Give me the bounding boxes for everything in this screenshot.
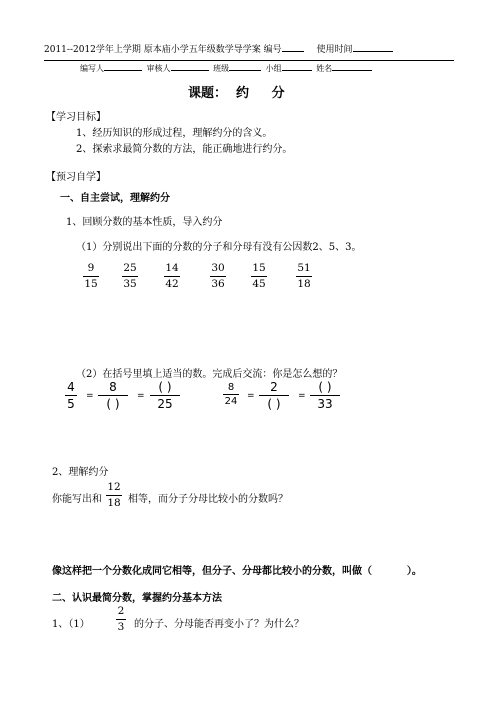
equals-sign: = — [86, 391, 94, 401]
preview-heading: 【预习自学】 — [46, 172, 106, 183]
eq2-fraction-a: 8 24 — [224, 382, 238, 407]
class-label: 班级 — [213, 64, 230, 73]
eq1-fraction-b: 8 ( ) — [96, 380, 130, 411]
group-label: 小组 — [265, 64, 282, 73]
section1-title: 一、自主尝试，理解约分 — [60, 193, 170, 204]
fraction-item: 30 36 — [211, 262, 225, 290]
fraction-item: 9 15 — [84, 262, 98, 290]
fraction-item: 14 42 — [165, 262, 179, 290]
header-line2 — [80, 62, 372, 74]
use-time-label: 使用时间 — [316, 45, 353, 55]
header-line1 — [44, 42, 393, 55]
eq2-fraction-b: 2 ( ) — [257, 380, 291, 411]
name-label: 姓名 — [316, 64, 333, 73]
question-1: 1、回顾分数的基本性质，导入约分 — [66, 217, 223, 228]
writer-label: 编写人 — [80, 64, 104, 73]
use-time-blank — [353, 42, 393, 52]
question-2: 2、理解约分 — [52, 467, 109, 478]
equals-sign: = — [298, 391, 306, 401]
question-3-fraction: 2 3 — [117, 605, 125, 633]
fraction-item: 15 45 — [252, 262, 266, 290]
header-title-text: 2011--2012学年上学期 原本庙小学五年级数学导学案 编号 — [44, 45, 282, 55]
definition-text: 像这样把一个分数化成同它相等，但分子、分母都比较小的分数，叫做（ ）。 — [52, 566, 422, 577]
goal-item: 2、探索求最简分数的方法，能正确地进行约分。 — [76, 144, 293, 155]
fraction-item: 25 35 — [123, 262, 137, 290]
eq1-fraction-c: ( ) 25 — [148, 380, 182, 411]
question-2-fraction: 12 18 — [107, 481, 121, 509]
header-rule — [44, 60, 454, 61]
question-1-1: （1）分别说出下面的分数的分子和分母有没有公因数2、5、3。 — [76, 242, 362, 253]
page-title: 课题： 约 分 — [188, 86, 285, 101]
goals-heading: 【学习目标】 — [46, 112, 106, 123]
question-3-text-b: 的分子、分母能否再变小了？为什么？ — [134, 619, 304, 630]
section2-title: 二、认识最简分数，掌握约分基本方法 — [52, 593, 222, 604]
question-1-2: （2）在括号里填上适当的数。完成后交流：你是怎么想的？ — [76, 369, 343, 380]
goal-item: 1、经历知识的形成过程，理解约分的含义。 — [76, 128, 273, 139]
eq1-fraction-a: 4 5 — [64, 380, 78, 411]
question-3-text-a: 1、（1） — [52, 619, 90, 630]
fraction-item: 51 18 — [297, 262, 311, 290]
question-2-text-b: 相等，而分子分母比较小的分数吗？ — [128, 494, 288, 505]
question-2-text-a: 你能写出和 — [52, 494, 102, 505]
equals-sign: = — [137, 391, 145, 401]
equals-sign: = — [247, 391, 255, 401]
reviewer-label: 审核人 — [146, 64, 171, 73]
number-blank — [282, 42, 304, 52]
eq2-fraction-c: ( ) 33 — [308, 380, 342, 411]
